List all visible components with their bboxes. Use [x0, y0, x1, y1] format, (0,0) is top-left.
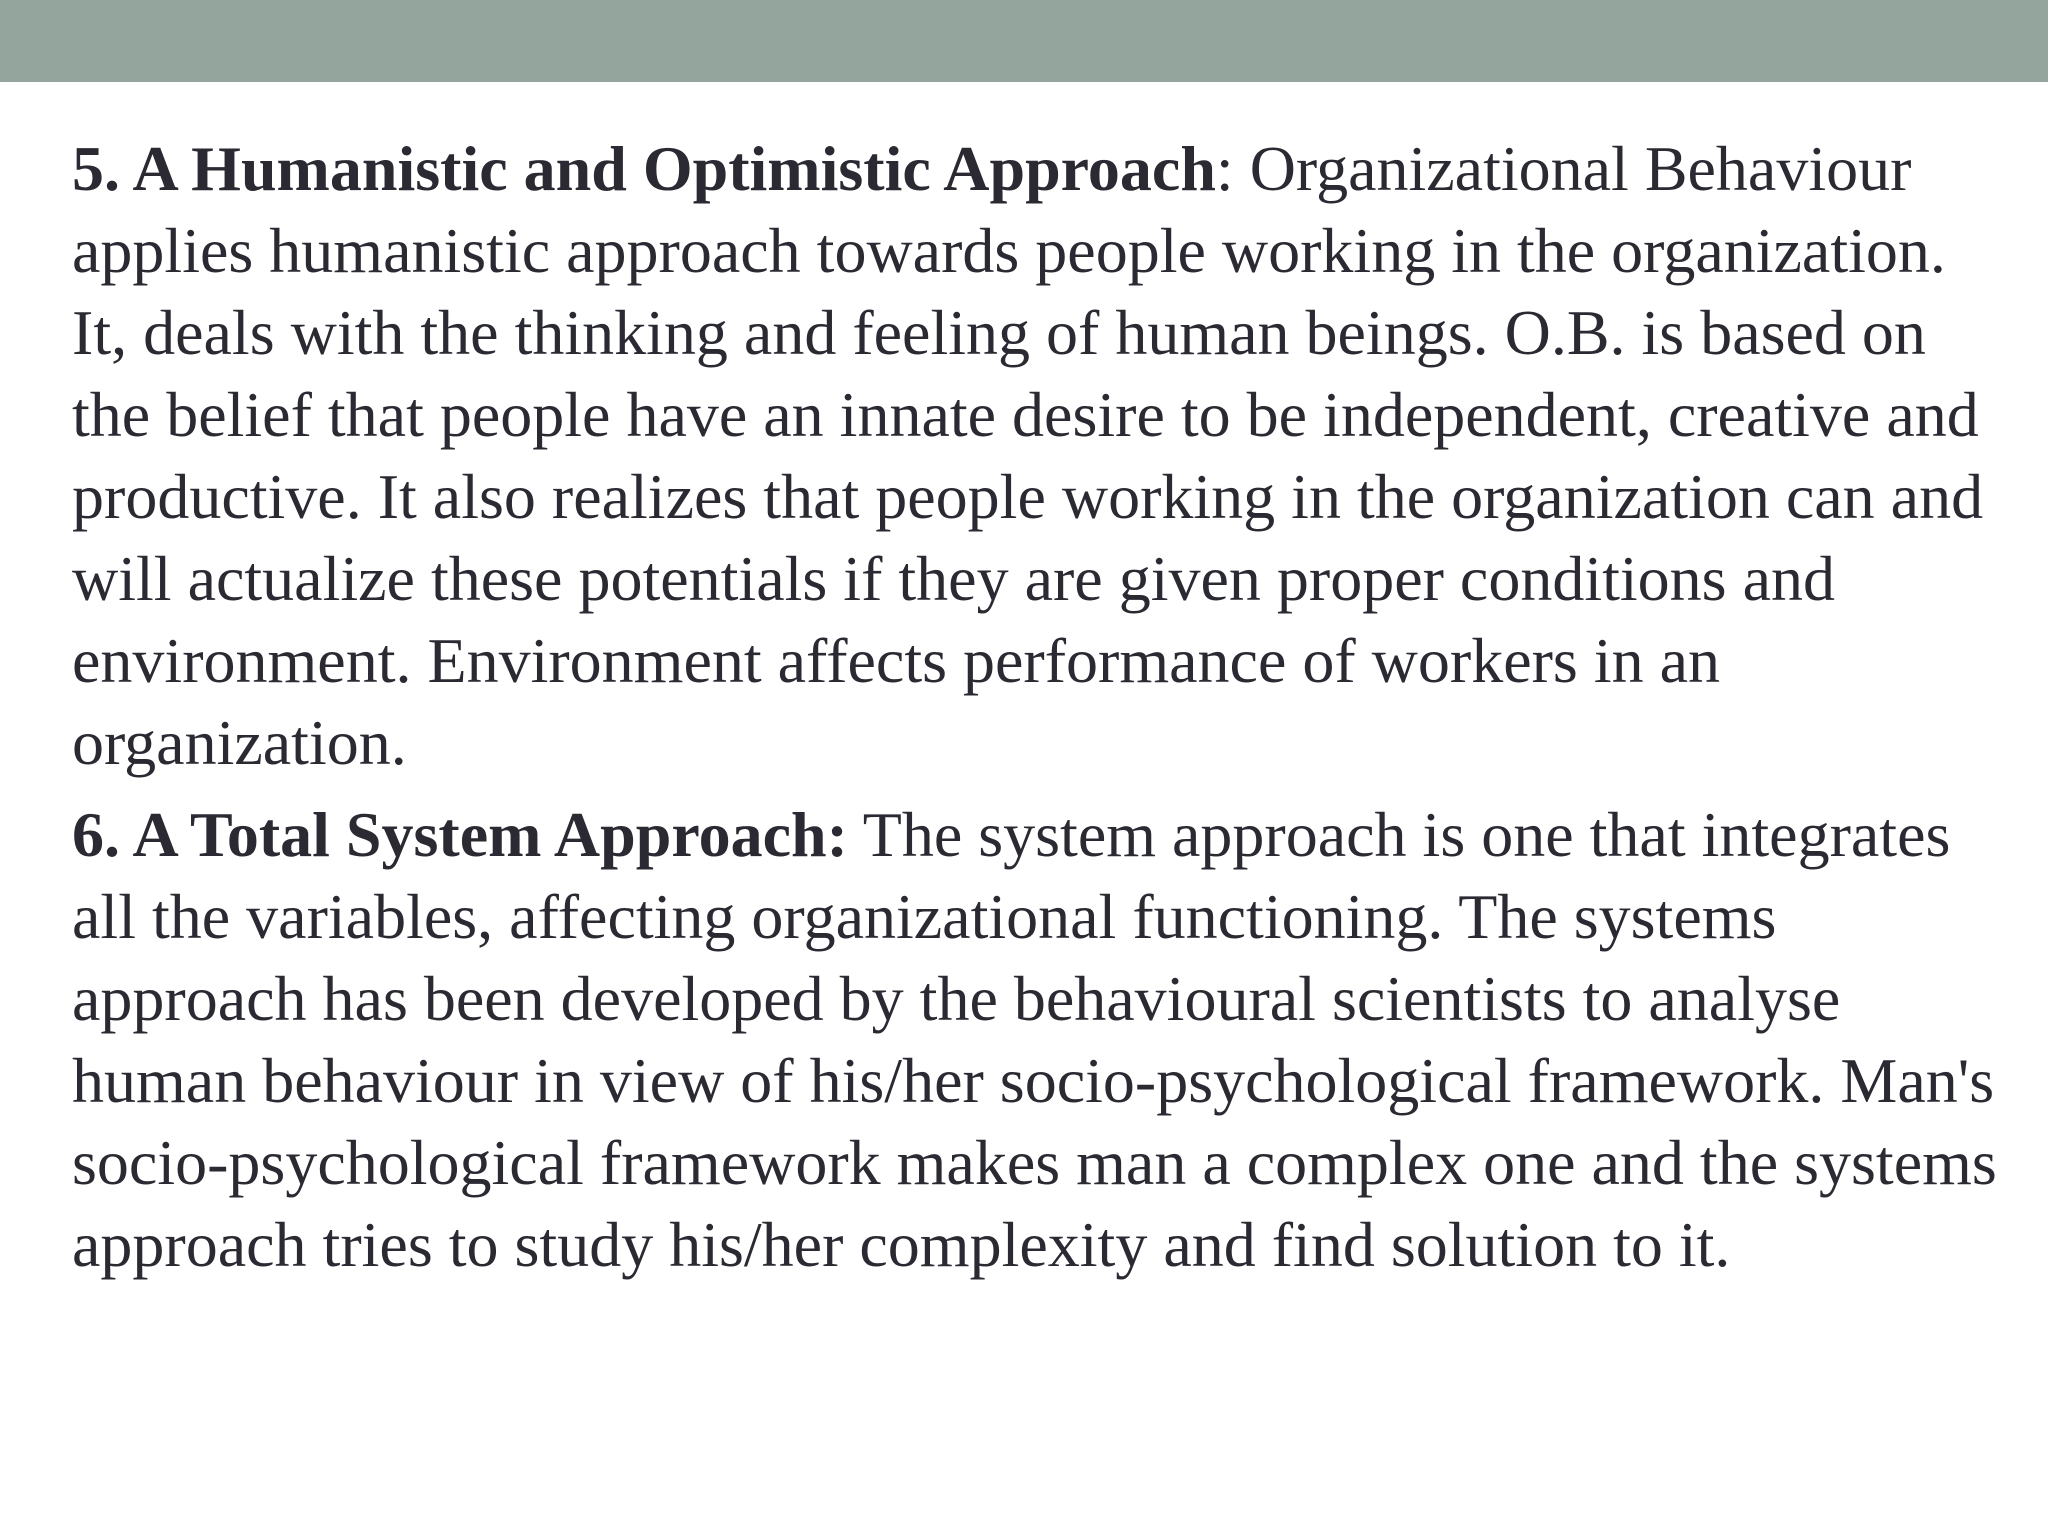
paragraph-body: The system approach is one that integrates all the variables, affecting organizational functioning. The systems approach has been developed by the behavioural scientists to analyse human behaviour in view of his/her socio-psychological framework. Man's socio-psychological framework makes man a complex one and the systems approach tries to study his/her complexity and find solution to it.	[72, 799, 1997, 1280]
paragraph-humanistic-approach	[72, 128, 2002, 784]
paragraph-heading: 6. A Total System Approach:	[72, 799, 848, 870]
paragraph-total-system-approach	[72, 794, 2002, 1286]
slide-content	[72, 128, 2002, 1286]
paragraph-body: : Organizational Behaviour applies humanistic approach towards people working in the organization. It, deals with the thinking and feeling of human beings. O.B. is based on the belief that people have an innate desire to be independent, creative and productive. It also realizes that people working in the organization can and will actualize these potentials if they are given proper conditions and environment. Environment affects performance of workers in an organization.	[72, 133, 1984, 778]
slide-header-band	[0, 0, 2048, 82]
paragraph-heading: 5. A Humanistic and Optimistic Approach	[72, 133, 1216, 204]
